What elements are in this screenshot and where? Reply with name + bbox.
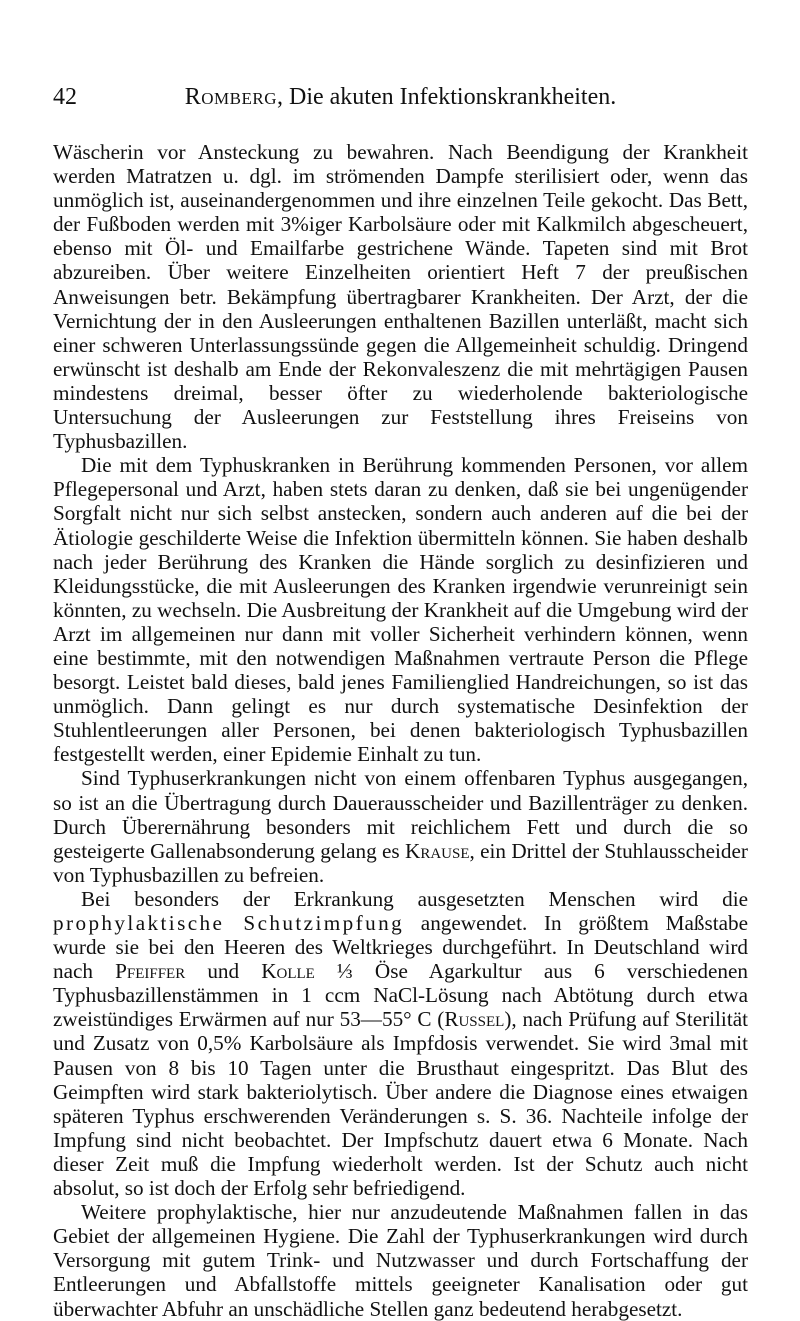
paragraph-vaccination-text-b: angewendet. In größtem Maßstabe wurde sie bei den Heeren des Weltkrieges durchgeführt. In Deutschland wird nach	[53, 911, 748, 984]
author-kolle: Kolle	[261, 959, 315, 984]
paragraph-carriers	[53, 766, 748, 886]
author-pfeiffer: Pfeiffer	[115, 959, 186, 984]
paragraph-carriers-text-a: Sind Typhuserkrankungen nicht von einem offenbaren Typhus ausgegangen, so ist an die Übertragung durch Dauerausscheider und Bazillenträger zu denken. Durch Überernährung besonders mit reichlichem Fett und durch die so gesteigerte Gallenabsonderung gelang es	[53, 766, 748, 863]
author-russel: Russel	[444, 1007, 505, 1032]
body-text	[53, 140, 748, 1321]
paragraph-contact-persons: Die mit dem Typhuskranken in Berührung kommenden Personen, vor allem Pflegepersonal und Arzt, haben stets daran zu denken, daß sie bei ungenügender Sorgfalt nicht nur sich selbst anstecken, sondern auch anderen auf die bei der Ätiologie geschilderte Weise die Infektion übermitteln können. Sie haben deshalb nach jeder Berührung des Kranken die Hände sorglich zu desinfizieren und Kleidungsstücke, die mit Ausleerungen des Kranken irgendwie verunreinigt sein könnten, zu wechseln. Die Ausbreitung der Krankheit auf die Umgebung wird der Arzt im allgemeinen nur dann mit voller Sicherheit verhindern können, wenn eine bestimmte, mit den notwendigen Maßnahmen vertraute Person die Pflege besorgt. Leistet bald dieses, bald jenes Familienglied Handreichungen, so ist das unmöglich. Dann gelingt es nur durch systematische Desinfektion der Stuhlentleerungen aller Personen, bei denen bakteriologisch Typhusbazillen festgestellt werden, einer Epidemie Einhalt zu tun.	[53, 453, 748, 767]
paragraph-vaccination	[53, 887, 748, 1200]
paragraph-vaccination-text-e: ), nach Prüfung auf Sterilität und Zusatz von 0,5% Karbolsäure als Impfdosis verwendet. Sie wird 3mal mit Pausen von 8 bis 10 Tagen unter die Brusthaut eingespritzt. Das Blut des Geimpften wird stark bakteriolytisch. Über andere die Diagnose eines etwaigen späteren Typhus erschwerenden Veränderungen s. S. 36. Nachteile infolge der Impfung sind nicht beobachtet. Der Impfschutz dauert etwa 6 Monate. Nach dieser Zeit muß die Impfung wiederholt werden. Ist der Schutz auch nicht absolut, so ist doch der Erfolg sehr befriedigend.	[53, 1007, 748, 1201]
page-number: 42	[53, 84, 77, 110]
running-title-author: Romberg	[184, 84, 277, 110]
paragraph-vaccination-text-a: Bei besonders der Erkrankung ausgesetzten Menschen wird die	[81, 886, 748, 911]
paragraph-disinfection: Wäscherin vor Ansteckung zu bewahren. Nach Beendigung der Krankheit werden Matratzen u. dgl. im strömenden Dampfe sterilisiert oder, wenn das unmöglich ist, auseinandergenommen und ihre einzelnen Teile gekocht. Das Bett, der Fußboden werden mit 3%iger Karbolsäure oder mit Kalkmilch abgescheuert, ebenso mit Öl- und Emailfarbe gestrichene Wände. Tapeten sind mit Brot abzureiben. Über weitere Einzelheiten orientiert Heft 7 der preußischen Anweisungen betr. Bekämpfung übertragbarer Krankheiten. Der Arzt, der die Vernichtung der in den Ausleerungen enthaltenen Bazillen unterläßt, macht sich einer schweren Unterlassungssünde gegen die Allgemeinheit schuldig. Dringend erwünscht ist deshalb am Ende der Rekonvaleszenz die mit mehrtägigen Pausen mindestens dreimal, besser öfter zu wiederholende bakteriologische Untersuchung der Ausleerungen zur Feststellung ihres Freiseins von Typhusbazillen.	[53, 140, 748, 454]
spaced-term-schutzimpfung: prophylaktische Schutzimpfung	[53, 911, 405, 935]
paragraph-vaccination-text-d: ⅓ Öse Agarkultur aus 6 verschiedenen Typhusbazillenstämmen in 1 ccm NaCl-Lösung nach Abtötung durch etwa zweistündiges Erwärmen auf nur 53—55° C (	[53, 959, 749, 1032]
paragraph-carriers-text-b: , ein Drittel der Stuhlausscheider von Typhusbazillen zu befreien.	[53, 838, 748, 887]
paragraph-vaccination-text-c: und	[185, 959, 262, 984]
running-head	[53, 82, 748, 112]
running-title-text: , Die akuten Infektionskrankheiten.	[277, 84, 617, 110]
running-title	[53, 82, 748, 112]
author-krause: Krause	[405, 838, 470, 863]
paragraph-hygiene: Weitere prophylaktische, hier nur anzudeutende Maßnahmen fallen in das Gebiet der allgemeinen Hygiene. Die Zahl der Typhuserkrankungen wird durch Versorgung mit gutem Trink- und Nutzwasser und durch Fortschaffung der Entleerungen und Abfallstoffe mittels geeigneter Kanalisation oder gut überwachter Abfuhr an unschädliche Stellen ganz bedeutend herabgesetzt.	[53, 1200, 748, 1321]
